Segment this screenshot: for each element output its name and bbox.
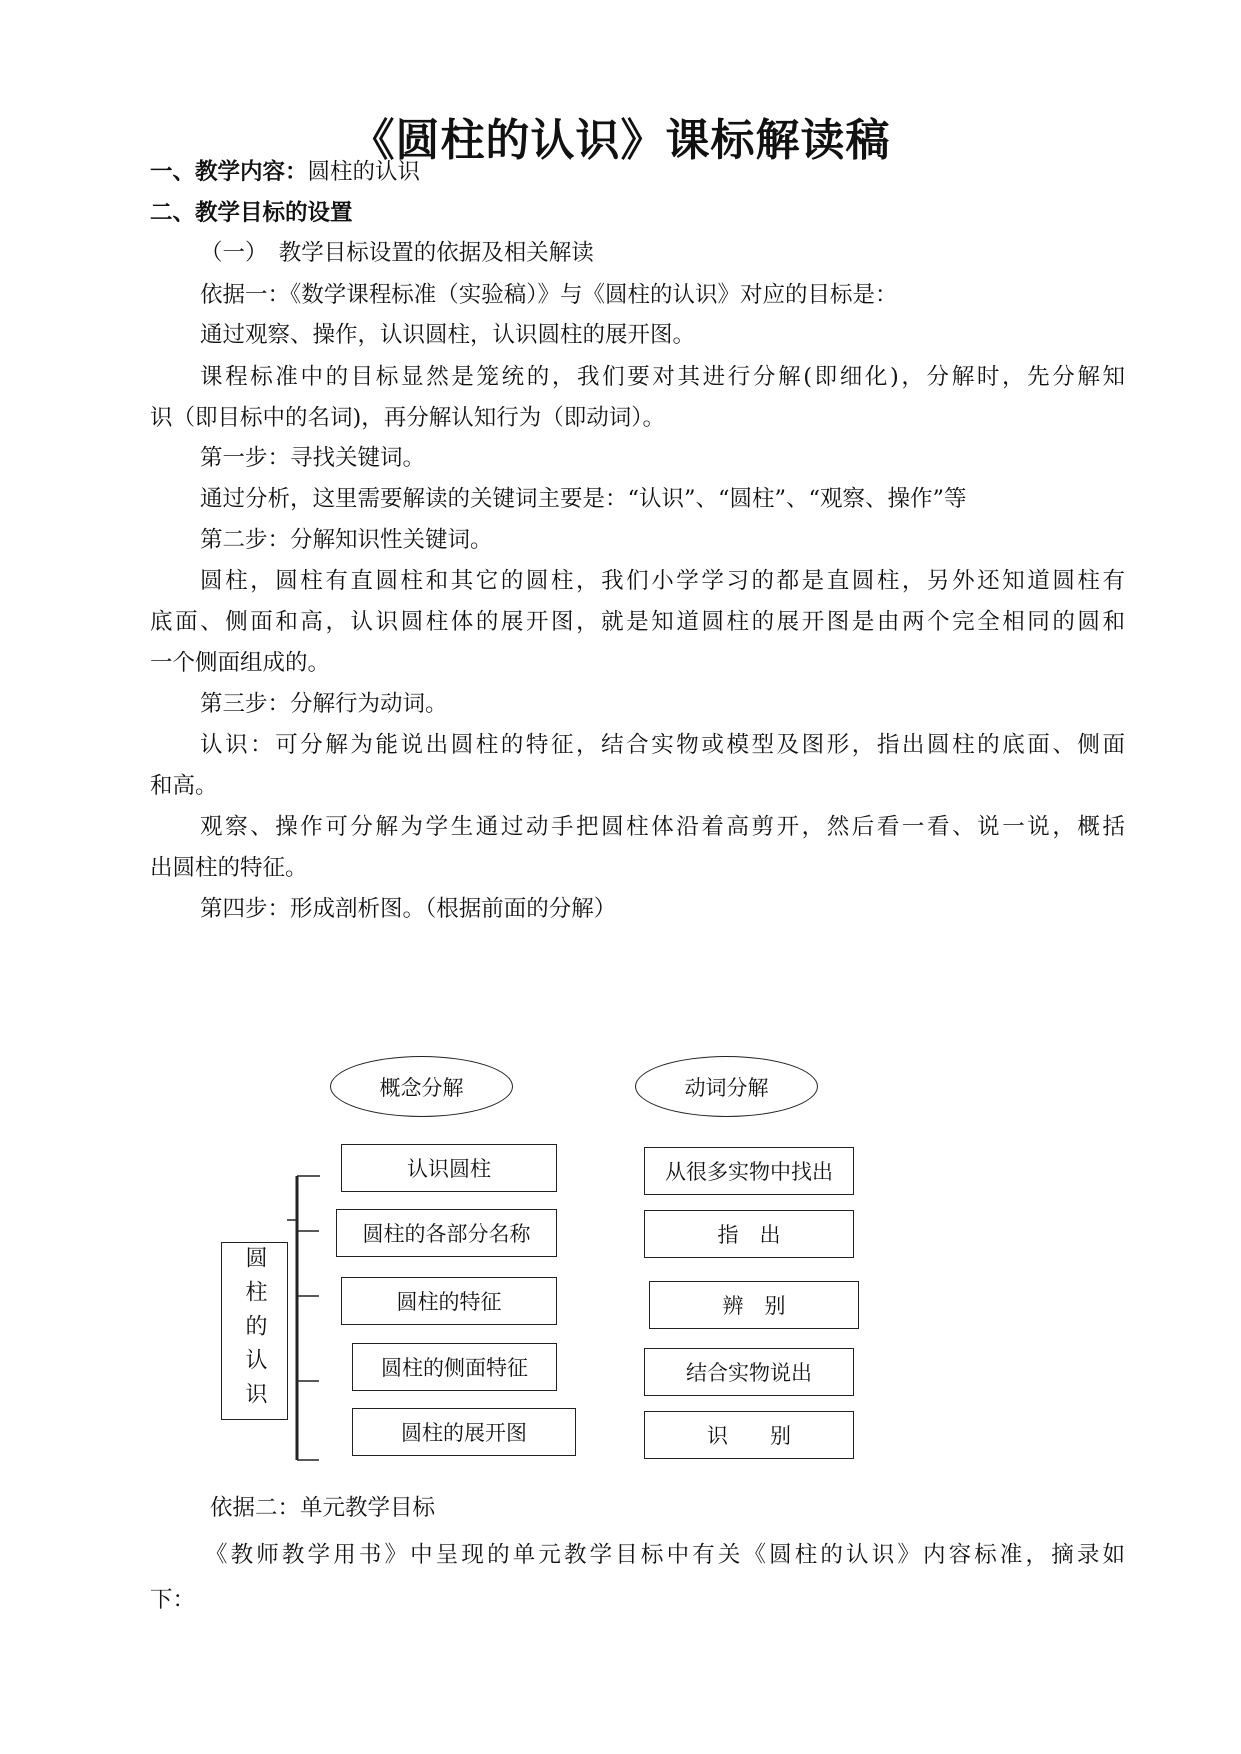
section-teaching-goals [150,198,1125,228]
paragraph-curriculum-line2: 识（即目标中的名词)，再分解认知行为（即动词）。 [150,405,666,431]
paragraph-step-two: 第二步：分解知识性关键词。 [200,527,493,553]
section-label: 一、教学内容： [150,159,308,185]
paragraph-step-three: 第三步：分解行为动词。 [200,691,448,717]
paragraph-book-line1: 《教师教学用书》中呈现的单元教学目标中有关《圆柱的认识》内容标准，摘录如 [205,1542,1125,1568]
paragraph-cylinder-line1: 圆柱，圆柱有直圆柱和其它的圆柱，我们小学学习的都是直圆柱，另外还知道圆柱有 [200,568,1125,594]
paragraph-basis-one: 依据一：《数学课程标准（实验稿）》与《圆柱的认识》对应的目标是： [200,282,898,308]
section-content: 圆柱的认识 [307,159,421,185]
verb-box: 识 别 [644,1411,854,1459]
oval-concept-decomposition: 概念分解 [330,1056,513,1117]
document-title: 《圆柱的认识》课标解读稿 [350,115,891,166]
concept-box: 圆柱的展开图 [352,1408,576,1456]
paragraph-cylinder-line3: 一个侧面组成的。 [150,650,331,676]
concept-box: 圆柱的特征 [341,1277,557,1325]
paragraph-goal: 通过观察、操作，认识圆柱，认识圆柱的展开图。 [200,322,696,348]
verb-box: 从很多实物中找出 [644,1147,854,1195]
paragraph-recognize-line2: 和高。 [150,773,218,799]
verb-box: 结合实物说出 [644,1348,854,1396]
paragraph-step-one: 第一步：寻找关键词。 [200,445,426,471]
paragraph-step-four: 第四步：形成剖析图。（根据前面的分解） [200,896,617,922]
paragraph-recognize-line1: 认识：可分解为能说出圆柱的特征，结合实物或模型及图形，指出圆柱的底面、侧面 [200,732,1125,758]
paragraph-basis-two: 依据二：单元教学目标 [210,1495,436,1521]
verb-box: 指 出 [644,1210,854,1258]
paragraph-observe-line2: 出圆柱的特征。 [150,855,308,881]
paragraph-book-line2: 下： [150,1587,196,1613]
paragraph-observe-line1: 观察、操作可分解为学生通过动手把圆柱体沿着高剪开，然后看一看、说一说，概括 [200,814,1125,840]
concept-box: 认识圆柱 [341,1144,557,1192]
paragraph-curriculum-line1: 课程标准中的目标显然是笼统的，我们要对其进行分解(即细化)，分解时，先分解知 [200,364,1125,390]
paragraph-analysis: 通过分析，这里需要解读的关键词主要是：“认识”、“圆柱”、“观察、操作”等 [200,486,967,512]
paragraph-cylinder-line2: 底面、侧面和高，认识圆柱体的展开图，就是知道圆柱的展开图是由两个完全相同的圆和 [150,609,1125,635]
concept-box: 圆柱的侧面特征 [352,1343,557,1391]
subsection-heading: （一） 教学目标设置的依据及相关解读 [200,240,594,266]
root-box-cylinder-recognition [221,1242,288,1420]
concept-box: 圆柱的各部分名称 [336,1209,557,1257]
oval-verb-decomposition: 动词分解 [635,1056,818,1117]
root-label: 圆柱的认识 [242,1246,267,1416]
verb-box: 辨 别 [649,1281,859,1329]
section-label: 二、教学目标的设置 [150,200,353,226]
section-teaching-content [150,157,1125,187]
